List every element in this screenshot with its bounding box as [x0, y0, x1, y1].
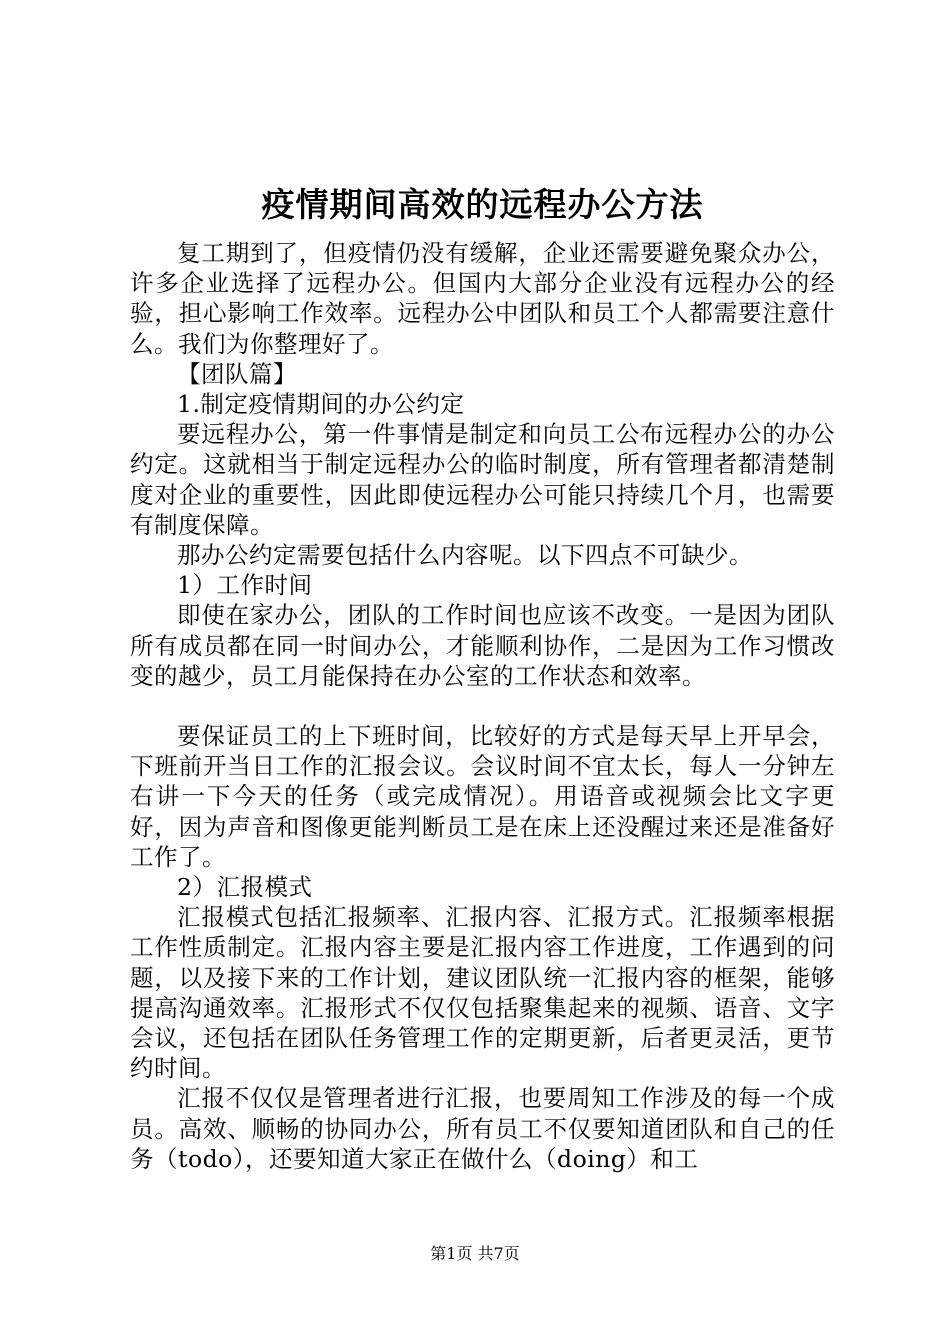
paragraph-agreement-contents: 那办公约定需要包括什么内容呢。以下四点不可缺少。	[177, 541, 753, 570]
paragraph-report-mode: 汇报模式包括汇报频率、汇报内容、汇报方式。汇报频率根据工作性质制定。汇报内容主要是汇报内容工作进度，工作遇到的问题，以及接下来的工作计划，建议团队统一汇报内容的框架，能够提高沟通效率。汇报形式不仅仅包括聚集起来的视频、语音、文字会议，还包括在团队任务管理工作的定期更新，后者更灵活，更节约时间。	[130, 903, 835, 1083]
paragraph-agreement: 要远程办公，第一件事情是制定和向员工公布远程办公的办公约定。这就相当于制定远程办公的临时制度，所有管理者都清楚制度对企业的重要性，因此即使远程办公可能只持续几个月，也需要有制度保障。	[130, 420, 835, 539]
document-title: 疫情期间高效的远程办公方法	[261, 185, 704, 224]
subheading-report-mode: 2）汇报模式	[177, 873, 313, 902]
subheading-office-agreement: 1.制定疫情期间的办公约定	[177, 390, 465, 419]
paragraph-work-time: 即使在家办公，团队的工作时间也应该不改变。一是因为团队所有成员都在同一时间办公，才能顺利协作，二是因为工作习惯改变的越少，员工月能保持在办公室的工作状态和效率。	[130, 601, 835, 690]
paragraph-meetings: 要保证员工的上下班时间，比较好的方式是每天早上开早会，下班前开当日工作的汇报会议。会议时间不宜太长，每人一分钟左右讲一下今天的任务（或完成情况）。用语音或视频会比文字更好，因为声音和图像更能判断员工是在床上还没醒过来还是准备好工作了。	[130, 722, 835, 871]
intro-paragraph: 复工期到了，但疫情仍没有缓解，企业还需要避免聚众办公，许多企业选择了远程办公。但国内大部分企业没有远程办公的经验，担心影响工作效率。远程办公中团队和员工个人都需要注意什么。我们为你整理好了。	[130, 239, 835, 358]
page-number-footer: 第1页 共7页	[430, 1244, 520, 1263]
paragraph-report-members: 汇报不仅仅是管理者进行汇报，也要周知工作涉及的每一个成员。高效、顺畅的协同办公，所有员工不仅要知道团队和自己的任务（todo），还要知道大家正在做什么（doing）和工	[130, 1084, 835, 1173]
document-page	[130, 180, 835, 1174]
paragraph-gap	[130, 691, 835, 721]
section-heading-team: 【团队篇】	[177, 359, 297, 388]
subheading-work-time: 1）工作时间	[177, 571, 313, 600]
